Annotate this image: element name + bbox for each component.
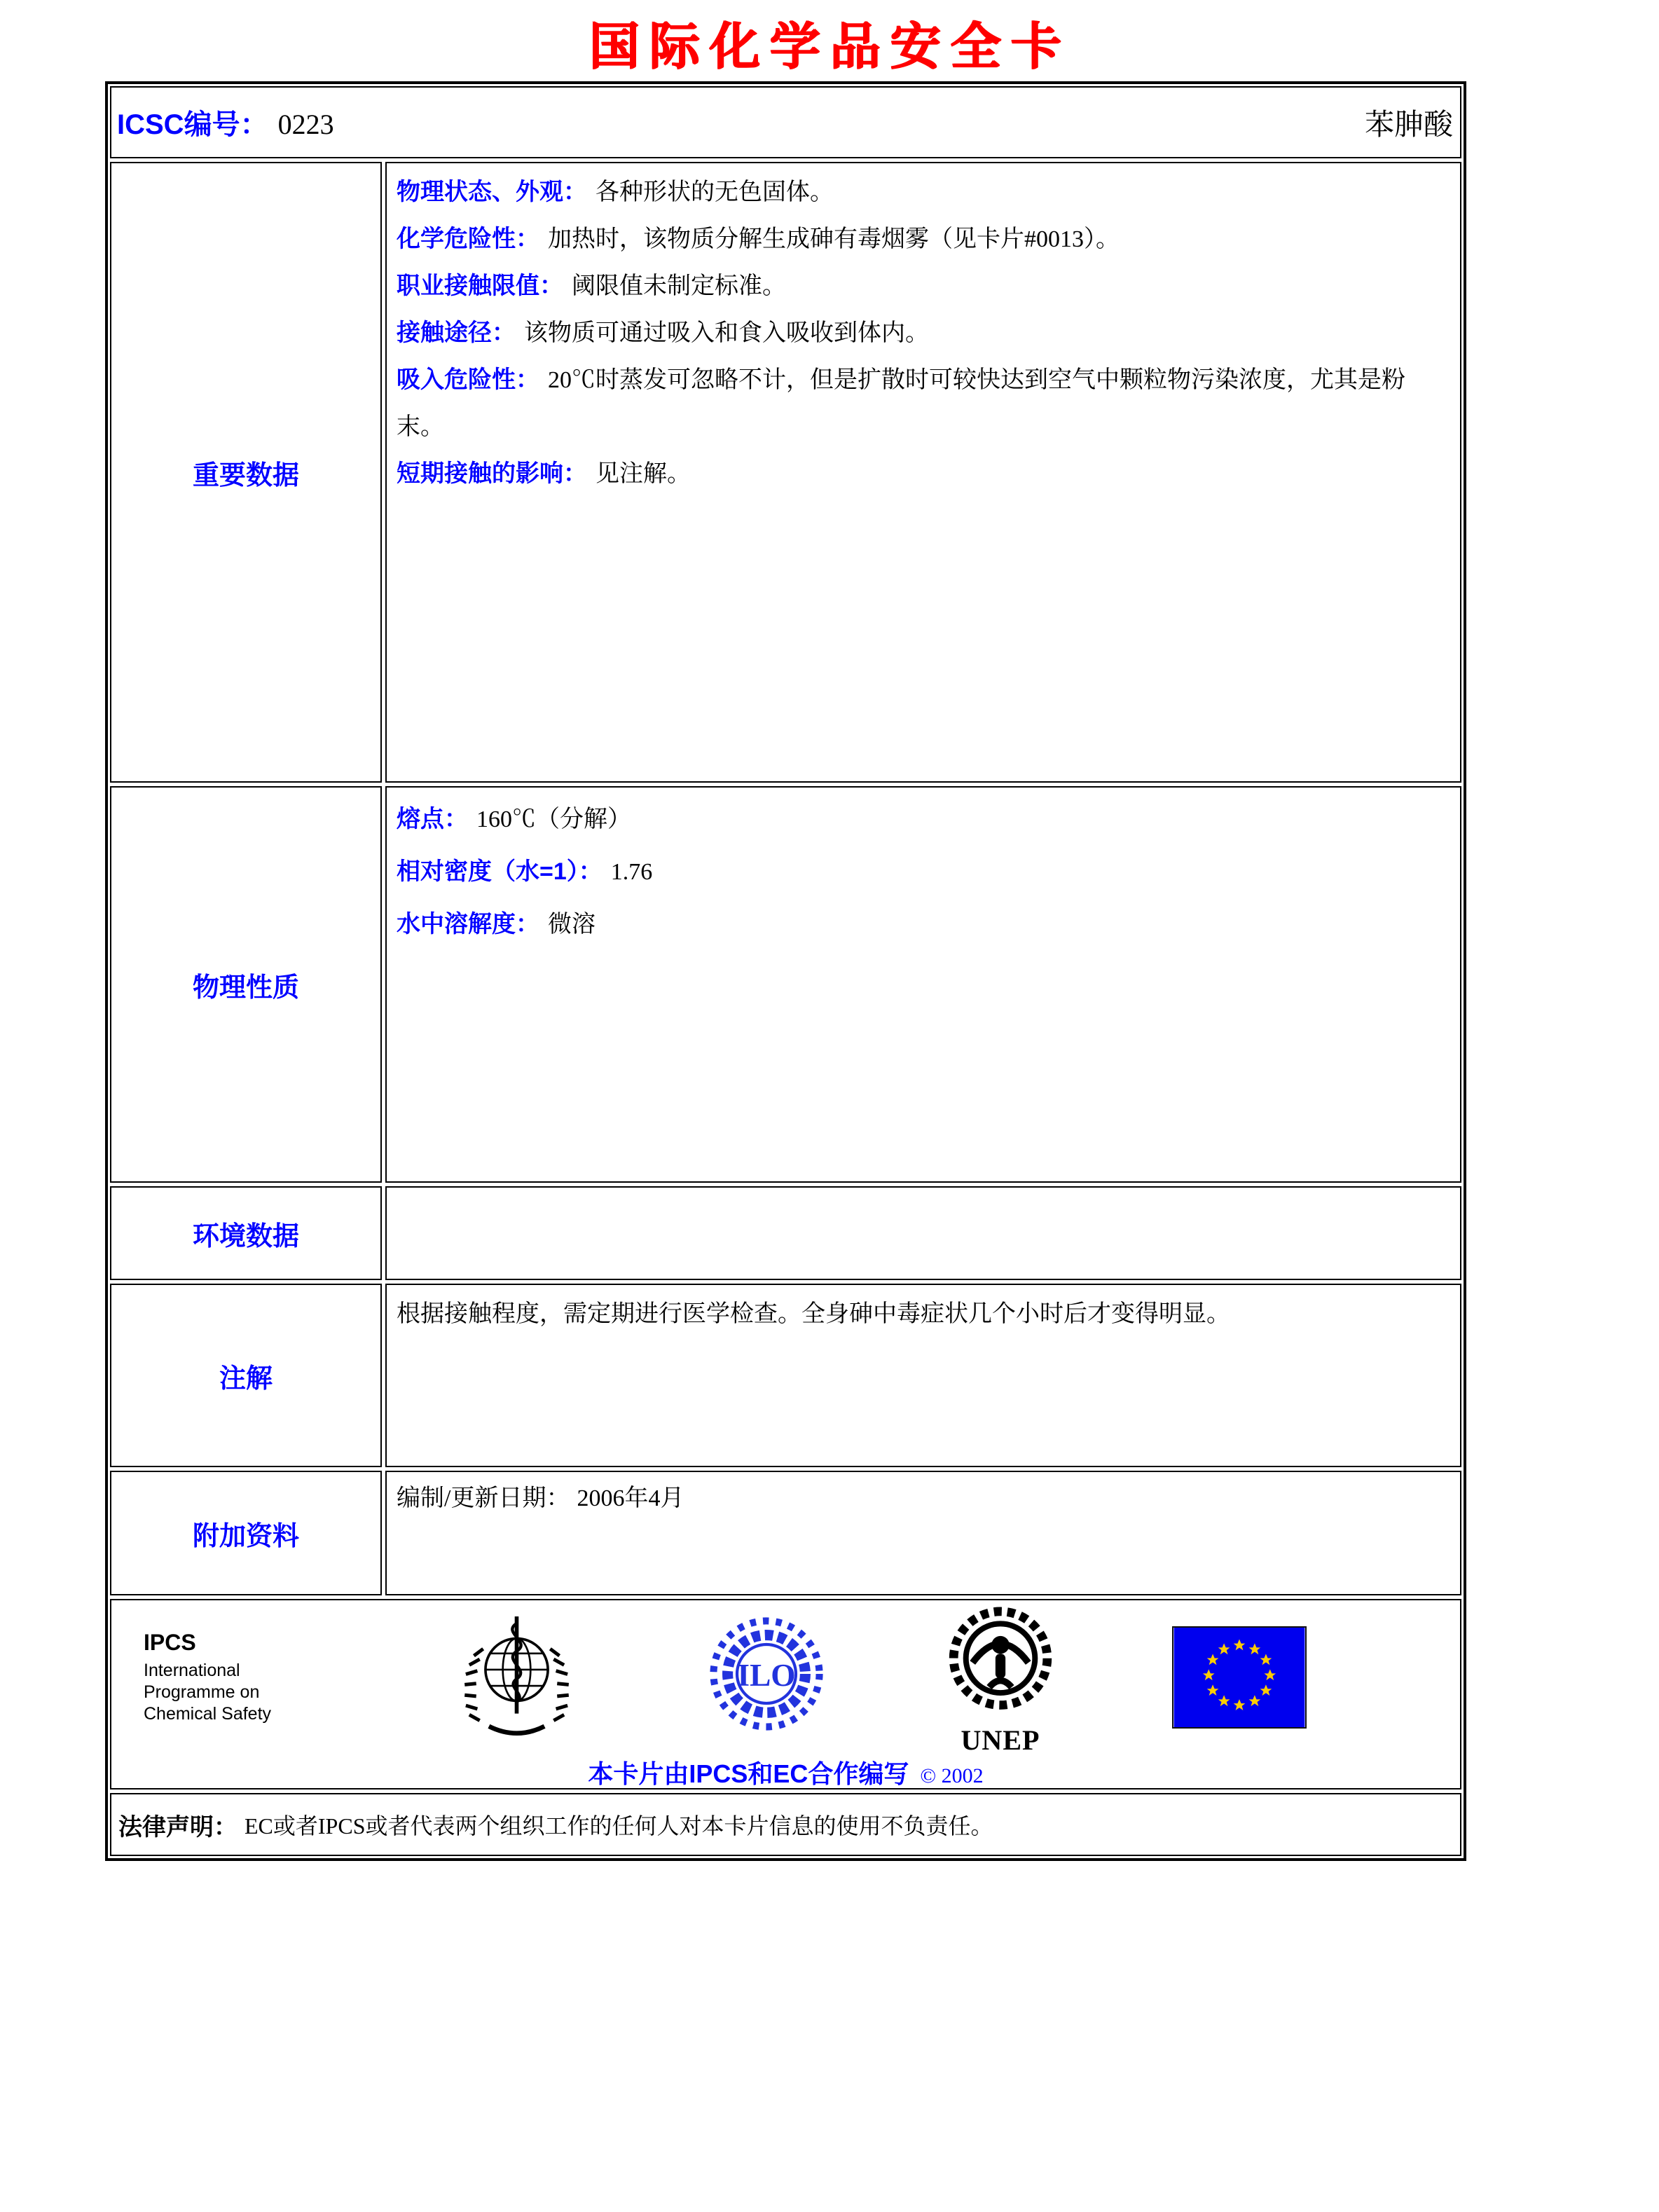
legal-notice-row	[110, 1793, 1461, 1856]
cooperation-caption-text: 本卡片由IPCS和EC合作编写	[588, 1759, 909, 1788]
section-label-important-data: 重要数据	[110, 162, 382, 783]
ipcs-line: International	[144, 1661, 240, 1680]
logos-row	[110, 1599, 1461, 1789]
chemical-name: 苯胂酸	[1364, 109, 1453, 142]
icsc-number-group	[117, 102, 334, 142]
property-value: 20℃时蒸发可忽略不计，但是扩散时可较快达到空气中颗粒物污染浓度，尤其是粉末。	[397, 367, 1405, 440]
section-label-additional-information: 附加资料	[110, 1471, 382, 1595]
unep-logo	[944, 1600, 1056, 1754]
property-label: 接触途径：	[397, 320, 516, 346]
property-label: 吸入危险性：	[397, 366, 539, 393]
section-content-physical-properties	[385, 786, 1461, 1183]
eu-flag-icon	[1172, 1626, 1307, 1729]
who-logo-icon	[459, 1609, 574, 1746]
ipcs-line: Programme on	[144, 1682, 260, 1702]
icsc-number-label: ICSC编号：	[117, 109, 268, 140]
property-label: 化学危险性：	[397, 226, 539, 252]
icsc-number-value: 0223	[277, 109, 334, 140]
section-label-physical-properties: 物理性质	[110, 786, 382, 1183]
page-title: 国际化学品安全卡	[588, 19, 1071, 75]
property-line	[397, 263, 1450, 310]
update-date-label: 编制/更新日期：	[397, 1485, 570, 1511]
property-label: 水中溶解度：	[397, 911, 539, 937]
legal-notice-text: EC或者IPCS或者代表两个组织工作的任何人对本卡片信息的使用不负责任。	[245, 1813, 993, 1839]
unep-logo-icon	[944, 1600, 1056, 1723]
property-label: 职业接触限值：	[397, 273, 563, 299]
ipcs-acronym: IPCS	[144, 1630, 196, 1655]
icsc-table	[105, 81, 1466, 1861]
property-line	[397, 357, 1450, 451]
property-value: 各种形状的无色固体。	[596, 179, 834, 205]
svg-text:ILO: ILO	[737, 1657, 796, 1693]
section-content-additional-information	[385, 1471, 1461, 1595]
legal-notice-label: 法律声明：	[118, 1813, 238, 1841]
property-value: 1.76	[610, 859, 653, 885]
property-label: 相对密度（水=1）：	[397, 858, 603, 885]
ipcs-text-block	[144, 1630, 354, 1725]
property-label: 物理状态、外观：	[397, 179, 587, 205]
property-label: 熔点：	[397, 806, 468, 832]
property-label: 短期接触的影响：	[397, 460, 587, 487]
logo-strip	[111, 1600, 1460, 1754]
property-value: 160℃（分解）	[476, 806, 631, 832]
section-label-notes: 注解	[110, 1284, 382, 1467]
section-label-environmental-data: 环境数据	[110, 1186, 382, 1280]
property-value: 阈限值未制定标准。	[572, 273, 786, 299]
property-value: 该物质可通过吸入和食入吸收到体内。	[524, 320, 929, 346]
property-line	[397, 169, 1450, 216]
property-value: 见注解。	[596, 461, 691, 487]
cooperation-caption	[111, 1754, 1460, 1799]
ilo-logo-icon	[708, 1615, 825, 1740]
property-line	[397, 216, 1450, 263]
ipcs-line: Chemical Safety	[144, 1704, 272, 1724]
unep-logo-label: UNEP	[961, 1724, 1040, 1756]
notes-text: 根据接触程度，需定期进行医学检查。全身砷中毒症状几个小时后才变得明显。	[397, 1301, 1230, 1327]
header-row	[110, 86, 1461, 158]
update-date-value: 2006年4月	[577, 1485, 684, 1511]
section-content-notes	[385, 1284, 1461, 1467]
property-line	[397, 846, 1450, 898]
property-line	[397, 310, 1450, 357]
property-value: 微溶	[548, 912, 596, 937]
property-line	[397, 793, 1450, 846]
update-date-line	[397, 1478, 1450, 1520]
copyright-text: © 2002	[920, 1764, 984, 1787]
property-line	[397, 451, 1450, 497]
property-line	[397, 898, 1450, 951]
section-content-environmental-data	[385, 1186, 1461, 1280]
property-value: 加热时，该物质分解生成砷有毒烟雾（见卡片#0013）。	[548, 226, 1120, 252]
section-content-important-data	[385, 162, 1461, 783]
